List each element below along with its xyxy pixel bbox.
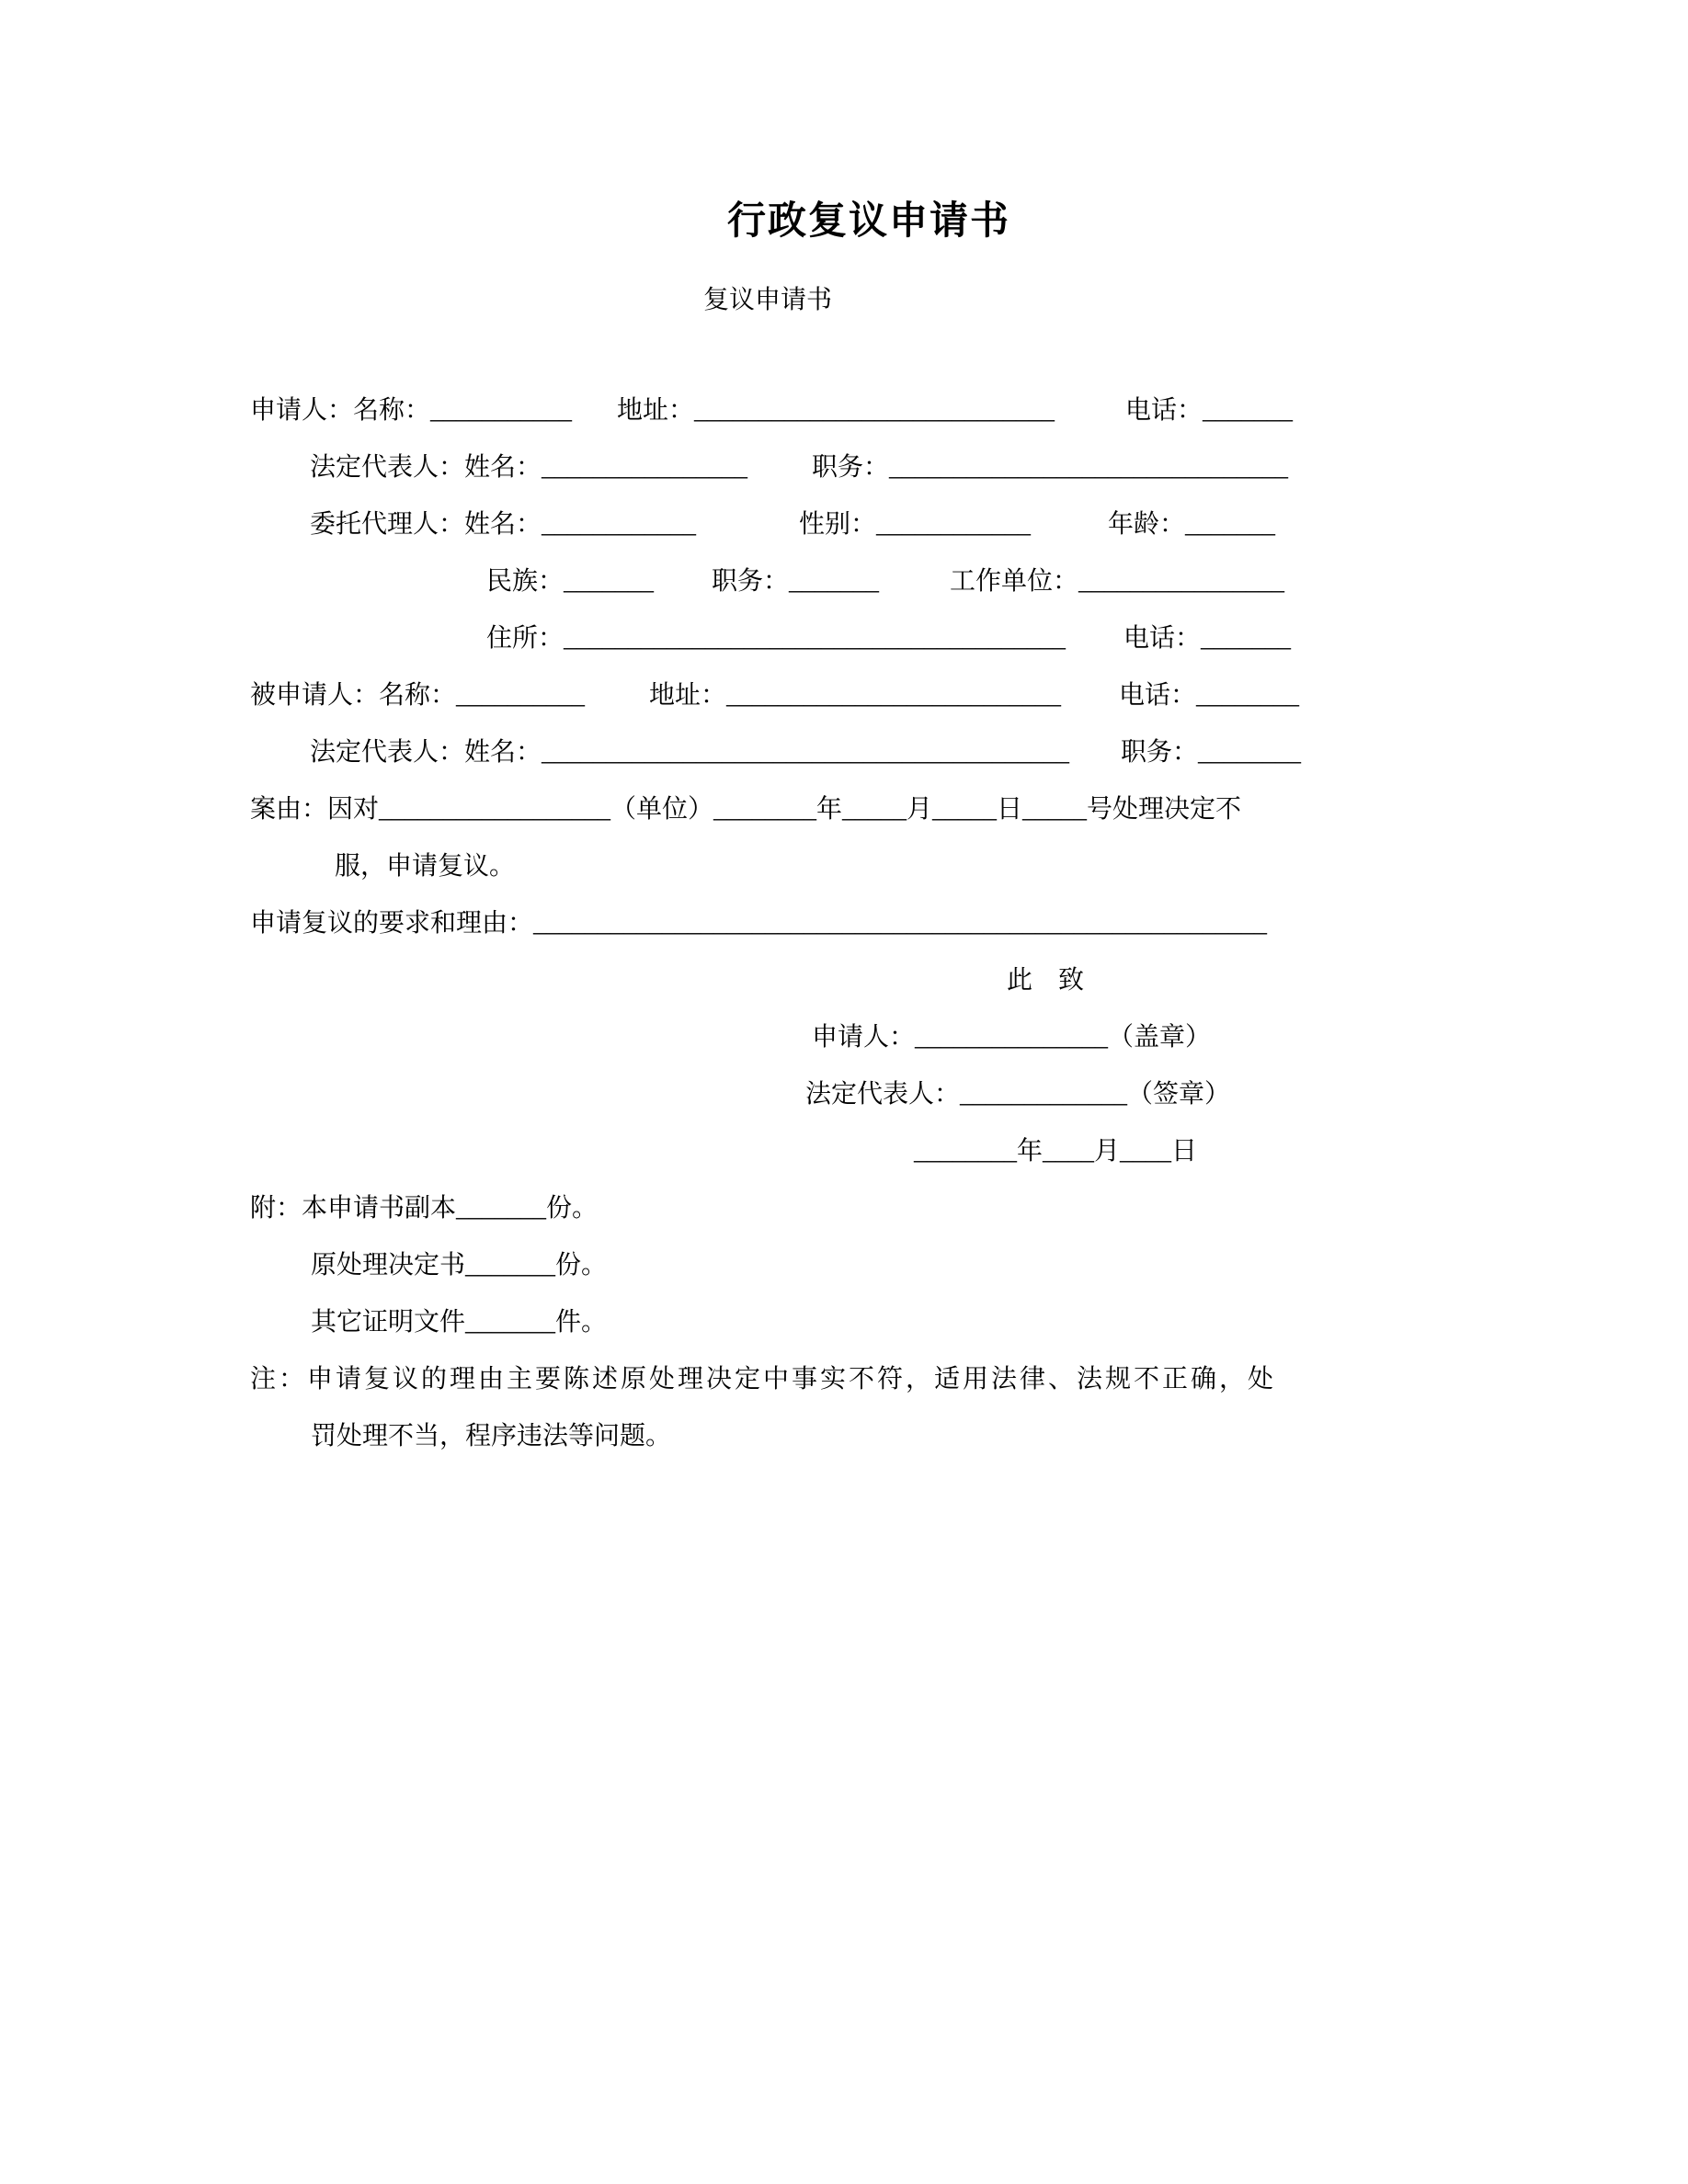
form-line-11: 此 致 xyxy=(1007,966,1085,995)
form-line-9: 服，申请复议。 xyxy=(335,852,516,881)
form-line-14: ________年____月____日 xyxy=(914,1137,1198,1166)
form-line-10: 申请复议的要求和理由：_________________________________________________________ xyxy=(250,909,1268,938)
form-line-18: 注：申请复议的理由主要陈述原处理决定中事实不符，适用法律、法规不正确，处 xyxy=(250,1365,1277,1393)
form-line-4: 民族：_______ 职务：_______ 工作单位：________________ xyxy=(486,567,1285,596)
form-line-13: 法定代表人：_____________（签章） xyxy=(805,1080,1231,1109)
form-line-2: 法定代表人：姓名：________________ 职务：_______________________________ xyxy=(310,453,1289,482)
form-line-19: 罚处理不当，程序违法等问题。 xyxy=(311,1422,672,1450)
form-line-8: 案由：因对__________________（单位）________年_____月_____日_____号处理决定不 xyxy=(250,795,1242,824)
form-line-1: 申请人：名称：___________ 地址：____________________________ 电话：_______ xyxy=(250,396,1294,425)
form-body xyxy=(250,382,1445,1465)
form-line-3: 委托代理人：姓名：____________ 性别：____________ 年龄：_______ xyxy=(310,510,1276,539)
form-line-16: 原处理决定书_______份。 xyxy=(311,1251,608,1280)
form-line-6: 被申请人：名称：__________ 地址：__________________________ 电话：________ xyxy=(250,681,1300,710)
document-subtitle: 复议申请书 xyxy=(702,286,832,314)
document-title: 行政复议申请书 xyxy=(726,200,1010,243)
form-line-7: 法定代表人：姓名：_________________________________________ 职务：________ xyxy=(310,738,1302,767)
form-line-15: 附：本申请书副本_______份。 xyxy=(250,1194,599,1223)
form-line-5: 住所：_______________________________________ 电话：_______ xyxy=(486,624,1292,653)
form-line-17: 其它证明文件_______件。 xyxy=(311,1308,608,1337)
form-line-12: 申请人：_______________（盖章） xyxy=(812,1023,1212,1052)
